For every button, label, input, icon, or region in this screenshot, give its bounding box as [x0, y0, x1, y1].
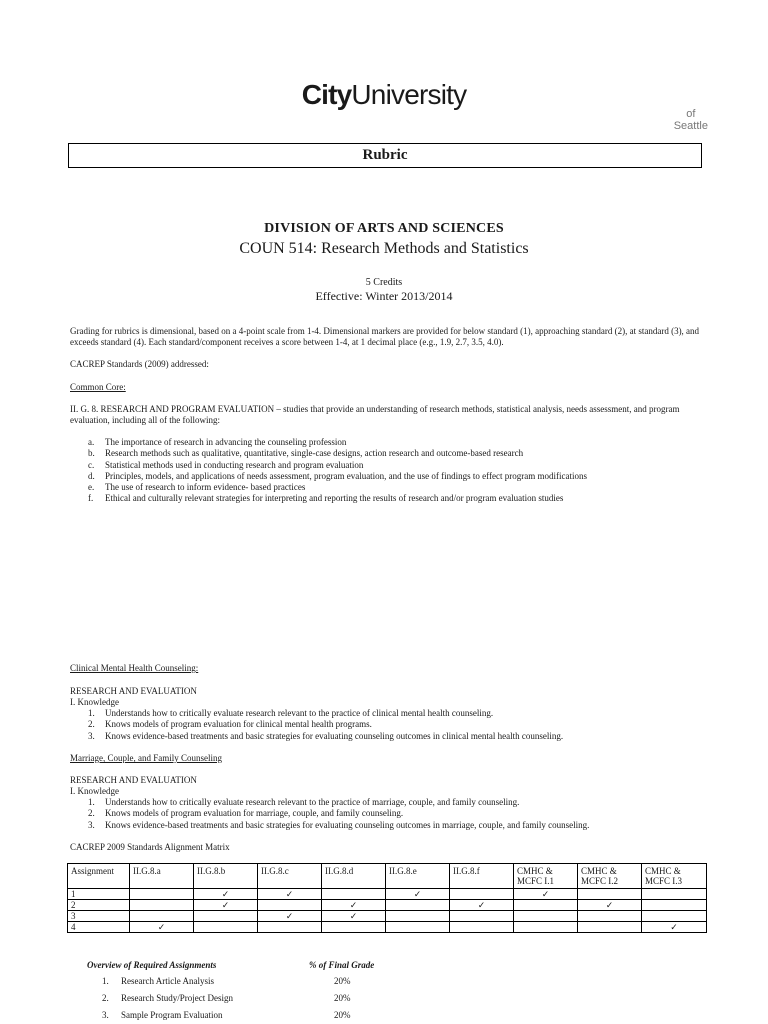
logo-city: City: [301, 79, 352, 110]
check-mark-cell: ✓: [514, 889, 578, 900]
empty-cell: [130, 900, 194, 911]
empty-cell: [642, 889, 707, 900]
assignment-number: 2.: [102, 993, 109, 1003]
assignment-cell: 3: [68, 911, 130, 922]
empty-cell: [322, 889, 386, 900]
empty-cell: [194, 911, 258, 922]
empty-cell: [642, 911, 707, 922]
column-header: II.G.8.f: [450, 864, 514, 889]
rubric-title-box: Rubric: [68, 143, 702, 168]
check-mark-cell: ✓: [386, 889, 450, 900]
empty-cell: [450, 922, 514, 933]
list-item: 2. Knows models of program evaluation for marriage, couple, and family counseling.: [88, 808, 404, 819]
check-mark-cell: ✓: [194, 900, 258, 911]
grade-percent-heading: % of Final Grade: [309, 960, 375, 970]
column-header: Assignment: [68, 864, 130, 889]
common-core-heading: Common Core:: [70, 382, 126, 392]
check-mark-cell: ✓: [194, 889, 258, 900]
check-mark-cell: ✓: [130, 922, 194, 933]
list-item: a. The importance of research in advancing the counseling profession: [88, 437, 347, 447]
list-item: 3. Knows evidence-based treatments and basic strategies for evaluating counseling outcomes in marriage, couple, and family counseling.: [88, 819, 590, 830]
overview-heading: Overview of Required Assignments: [87, 960, 217, 970]
cmhc-heading: Clinical Mental Health Counseling:: [70, 663, 199, 673]
empty-cell: [194, 922, 258, 933]
column-header: II.G.8.a: [130, 864, 194, 889]
core-standards-list: [70, 437, 710, 505]
table-header-row: [68, 864, 707, 889]
empty-cell: [578, 911, 642, 922]
list-item: 3. Knows evidence-based treatments and basic strategies for evaluating counseling outcomes in clinical mental health counseling.: [88, 730, 564, 741]
column-header: CMHC & MCFC I.3: [642, 864, 707, 889]
empty-cell: [386, 911, 450, 922]
empty-cell: [386, 900, 450, 911]
empty-cell: [450, 911, 514, 922]
empty-cell: [130, 889, 194, 900]
effective-date: Effective: Winter 2013/2014: [315, 289, 453, 303]
cmhc-knowledge: I. Knowledge: [70, 697, 119, 707]
assignment-cell: 4: [68, 922, 130, 933]
course-title: COUN 514: Research Methods and Statistics: [239, 240, 529, 257]
mcfc-knowledge: I. Knowledge: [70, 786, 119, 796]
table-row: [68, 889, 707, 900]
assignment-percent: 20%: [334, 1010, 351, 1020]
list-item: 1. Understands how to critically evaluate research relevant to the practice of marriage, couple, and family counseling.: [88, 797, 520, 807]
list-item: d. Principles, models, and applications of needs assessment, program evaluation, and the use of findings to effect program modifications: [88, 470, 587, 481]
university-logo: [0, 79, 768, 132]
cmhc-knowledge-list: [70, 708, 710, 742]
check-mark-cell: ✓: [322, 900, 386, 911]
column-header: CMHC & MCFC I.2: [578, 864, 642, 889]
column-header: II.G.8.b: [194, 864, 258, 889]
check-mark-cell: ✓: [578, 900, 642, 911]
research-evaluation-paragraph: II. G. 8. RESEARCH AND PROGRAM EVALUATION – studies that provide an understanding of research methods, statistical analysis, needs assessment, and program evaluation, including all of the following:: [70, 404, 680, 426]
list-item: b. Research methods such as qualitative, quantitative, single-case designs, action research and outcome-based research: [88, 448, 524, 459]
logo-university: University: [351, 79, 467, 110]
empty-cell: [578, 922, 642, 933]
table-row: [68, 900, 707, 911]
credits-text: 5 Credits: [365, 277, 403, 288]
check-mark-cell: ✓: [322, 911, 386, 922]
cmhc-subheading: RESEARCH AND EVALUATION: [70, 686, 197, 696]
assignment-name: Research Article Analysis: [121, 976, 214, 986]
logo-of-seattle: of Seattle: [673, 108, 708, 132]
table-row: [68, 911, 707, 922]
empty-cell: [450, 889, 514, 900]
list-item: f. Ethical and culturally relevant strategies for interpreting and reporting the results of research and/or program evaluation studies: [88, 493, 564, 504]
check-mark-cell: ✓: [258, 889, 322, 900]
list-item: c. Statistical methods used in conducting research and program evaluation: [88, 459, 364, 470]
assignment-name: Research Study/Project Design: [121, 993, 233, 1003]
empty-cell: [258, 922, 322, 933]
list-item: 1. Understands how to critically evaluate research relevant to the practice of clinical mental health counseling.: [88, 708, 494, 718]
empty-cell: [386, 922, 450, 933]
mcfc-knowledge-list: [70, 797, 710, 831]
empty-cell: [578, 889, 642, 900]
cacrep-statement: CACREP Standards (2009) addressed:: [70, 359, 209, 369]
empty-cell: [130, 911, 194, 922]
empty-cell: [642, 900, 707, 911]
check-mark-cell: ✓: [450, 900, 514, 911]
check-mark-cell: ✓: [258, 911, 322, 922]
column-header: II.G.8.c: [258, 864, 322, 889]
mcfc-heading: Marriage, Couple, and Family Counseling: [70, 753, 222, 763]
assignment-percent: 20%: [334, 976, 351, 986]
mcfc-subheading: RESEARCH AND EVALUATION: [70, 775, 197, 785]
column-header: II.G.8.e: [386, 864, 450, 889]
empty-cell: [514, 900, 578, 911]
column-header: CMHC & MCFC I.1: [514, 864, 578, 889]
matrix-title: CACREP 2009 Standards Alignment Matrix: [70, 842, 230, 852]
assignment-number: 3.: [102, 1010, 109, 1020]
check-mark-cell: ✓: [642, 922, 707, 933]
empty-cell: [514, 911, 578, 922]
list-item: e. The use of research to inform evidence- based practices: [88, 482, 306, 493]
list-item: 2. Knows models of program evaluation for clinical mental health programs.: [88, 719, 372, 730]
assignment-name: Sample Program Evaluation: [121, 1010, 223, 1020]
empty-cell: [258, 900, 322, 911]
assignment-percent: 20%: [334, 993, 351, 1003]
division-title: DIVISION OF ARTS AND SCIENCES: [264, 221, 504, 236]
grading-paragraph: Grading for rubrics is dimensional, based on a 4-point scale from 1-4. Dimensional markers are provided for below standard (1), approaching standard (2), at standard (3), and exceeds standard (4). Each standard/component receives a score between 1-4, at 1 decimal place (e.g., 1.9, 2.7, 3.5, 4.0).: [70, 326, 700, 348]
assignment-cell: 2: [68, 900, 130, 911]
table-row: [68, 922, 707, 933]
column-header: II.G.8.d: [322, 864, 386, 889]
empty-cell: [514, 922, 578, 933]
empty-cell: [322, 922, 386, 933]
alignment-matrix-table: [67, 863, 707, 933]
assignment-number: 1.: [102, 976, 109, 986]
assignment-cell: 1: [68, 889, 130, 900]
